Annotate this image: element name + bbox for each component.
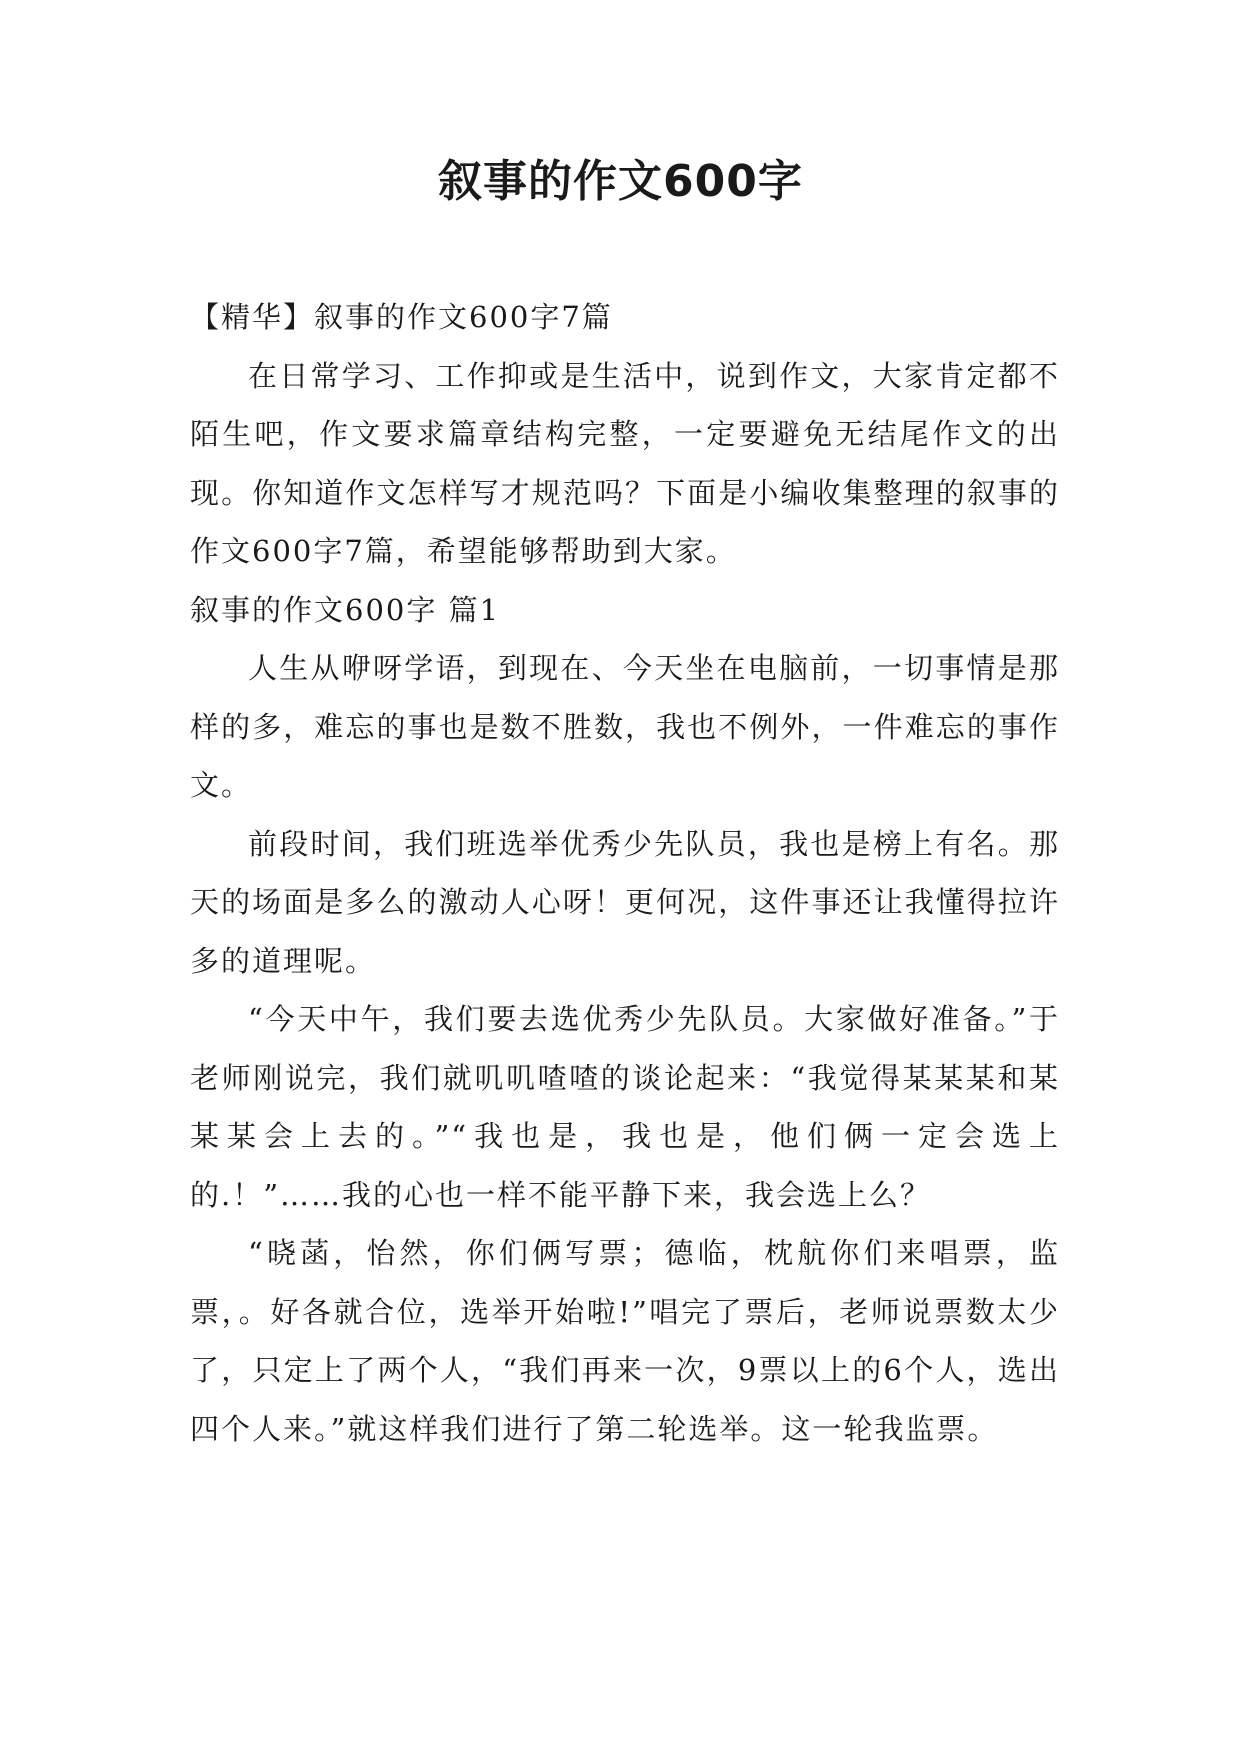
- body-paragraph: “今天中午，我们要去选优秀少先队员。大家做好准备。”于老师刚说完，我们就叽叽喳喳的谈论起来：“我觉得某某某和某某某会上去的。”“我也是，我也是，他们俩一定会选上的.！”……我的心也一样不能平静下来，我会选上么？: [190, 1002, 1060, 1212]
- body-paragraph: 前段时间，我们班选举优秀少先队员，我也是榜上有名。那天的场面是多么的激动人心呀！更何况，这件事还让我懂得拉许多的道理呢。: [190, 826, 1060, 978]
- body-paragraph: 人生从咿呀学语，到现在、今天坐在电脑前，一切事情是那样的多，难忘的事也是数不胜数，我也不例外，一件难忘的事作文。: [190, 651, 1060, 802]
- intro-heading: 【精华】叙事的作文600字7篇: [190, 300, 613, 334]
- document-title: 叙事的作文600字: [438, 156, 803, 207]
- section-heading: 叙事的作文600字 篇1: [190, 592, 501, 627]
- intro-paragraph: 在日常学习、工作抑或是生活中，说到作文，大家肯定都不陌生吧，作文要求篇章结构完整，一定要避免无结尾作文的出现。你知道作文怎样写才规范吗？下面是小编收集整理的叙事的作文600字7篇，希望能够帮助到大家。: [190, 358, 1060, 568]
- document-body: [190, 288, 1060, 1458]
- body-paragraph: “晓菡，怡然，你们俩写票；德临，枕航你们来唱票，监票，。好各就合位，选举开始啦!”唱完了票后，老师说票数太少了，只定上了两个人，“我们再来一次，9票以上的6个人，选出四个人来。”就这样我们进行了第二轮选举。这一轮我监票。: [190, 1236, 1060, 1446]
